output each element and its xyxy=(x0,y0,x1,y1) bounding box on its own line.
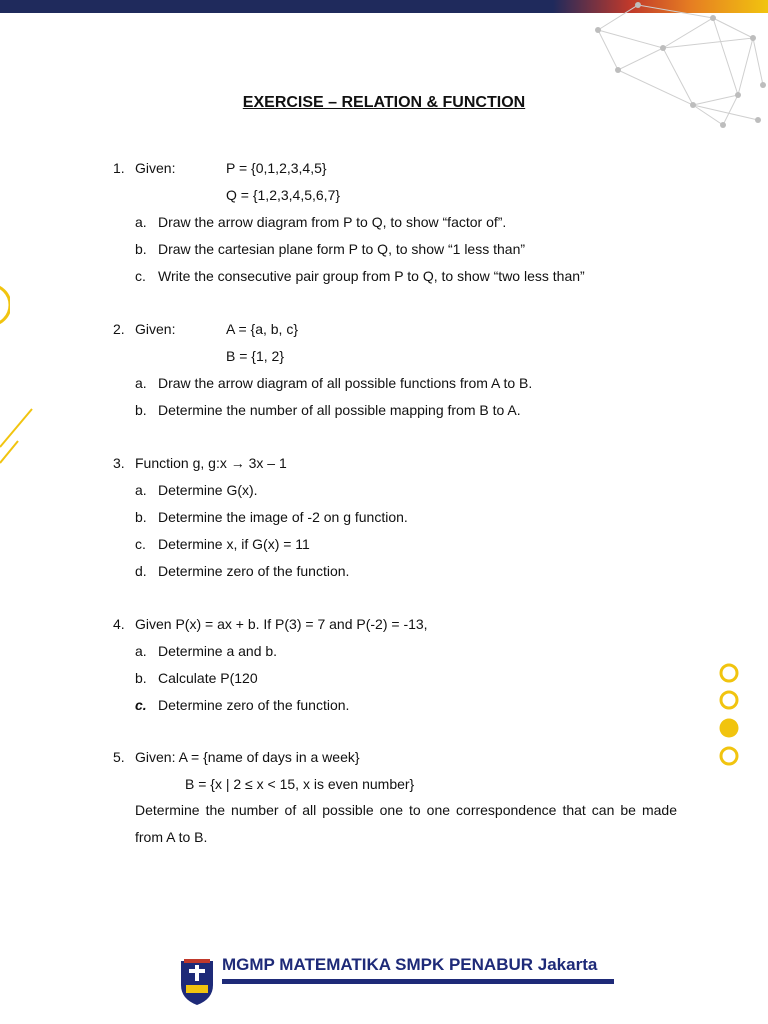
q5-set-b: B = {x | 2 ≤ x < 15, x is even number} xyxy=(185,776,415,792)
q4-a-text: Determine a and b. xyxy=(158,643,278,659)
q1-a-marker: a. xyxy=(135,214,147,230)
q2-b-marker: b. xyxy=(135,402,147,418)
q3-c-marker: c. xyxy=(135,536,146,552)
footer-title: MGMP MATEMATIKA SMPK PENABUR Jakarta xyxy=(222,955,598,974)
footer xyxy=(178,955,618,1010)
q5-number: 5. xyxy=(113,749,125,765)
q4-a-marker: a. xyxy=(135,643,147,659)
q1-a-text: Draw the arrow diagram from P to Q, to show “factor of”. xyxy=(158,214,507,230)
q4-c-marker: c. xyxy=(135,697,147,713)
q4-lead: Given P(x) = ax + b. If P(3) = 7 and P(-2) = -13, xyxy=(135,616,428,632)
q3-b-marker: b. xyxy=(135,509,147,525)
q3-d-text: Determine zero of the function. xyxy=(158,563,350,579)
q4-number: 4. xyxy=(113,616,125,632)
circle-decorations xyxy=(716,662,744,772)
q1-set-q: Q = {1,2,3,4,5,6,7} xyxy=(226,187,341,203)
q4-b-marker: b. xyxy=(135,670,147,686)
q1-number: 1. xyxy=(113,160,125,176)
q2-set-a: A = {a, b, c} xyxy=(226,321,299,337)
q3-lead: Function g, g:x → 3x – 1 xyxy=(135,455,287,471)
q3-a-marker: a. xyxy=(135,482,147,498)
network-decoration xyxy=(578,0,768,135)
footer-underline xyxy=(222,979,614,984)
left-arc-decoration xyxy=(0,280,10,330)
left-slash-decoration xyxy=(0,405,36,465)
page-title: EXERCISE – RELATION & FUNCTION xyxy=(242,94,526,111)
q1-set-p: P = {0,1,2,3,4,5} xyxy=(226,160,327,176)
q1-b-marker: b. xyxy=(135,241,147,257)
q1-c-text: Write the consecutive pair group from P to Q, to show “two less than” xyxy=(158,268,585,284)
q2-a-marker: a. xyxy=(135,375,147,391)
school-logo xyxy=(178,957,216,1007)
q3-a-text: Determine G(x). xyxy=(158,482,258,498)
q2-lead: Given: xyxy=(135,321,176,337)
q5-lead: Given: A = {name of days in a week} xyxy=(135,749,360,765)
q3-number: 3. xyxy=(113,455,125,471)
q4-b-text: Calculate P(120 xyxy=(158,670,258,686)
q3-b-text: Determine the image of -2 on g function. xyxy=(158,509,408,525)
q1-c-marker: c. xyxy=(135,268,146,284)
q4-c-text: Determine zero of the function. xyxy=(158,697,350,713)
q2-a-text: Draw the arrow diagram of all possible functions from A to B. xyxy=(158,375,533,391)
q3-c-text: Determine x, if G(x) = 11 xyxy=(158,536,310,552)
q1-lead: Given: xyxy=(135,160,176,176)
q3-d-marker: d. xyxy=(135,563,147,579)
q1-b-text: Draw the cartesian plane form P to Q, to show “1 less than” xyxy=(158,241,526,257)
q2-set-b: B = {1, 2} xyxy=(226,348,284,364)
q5-text: Determine the number of all possible one to one correspondence that can be made from A to B. xyxy=(135,802,677,845)
q2-number: 2. xyxy=(113,321,125,337)
q2-b-text: Determine the number of all possible mapping from B to A. xyxy=(158,402,521,418)
